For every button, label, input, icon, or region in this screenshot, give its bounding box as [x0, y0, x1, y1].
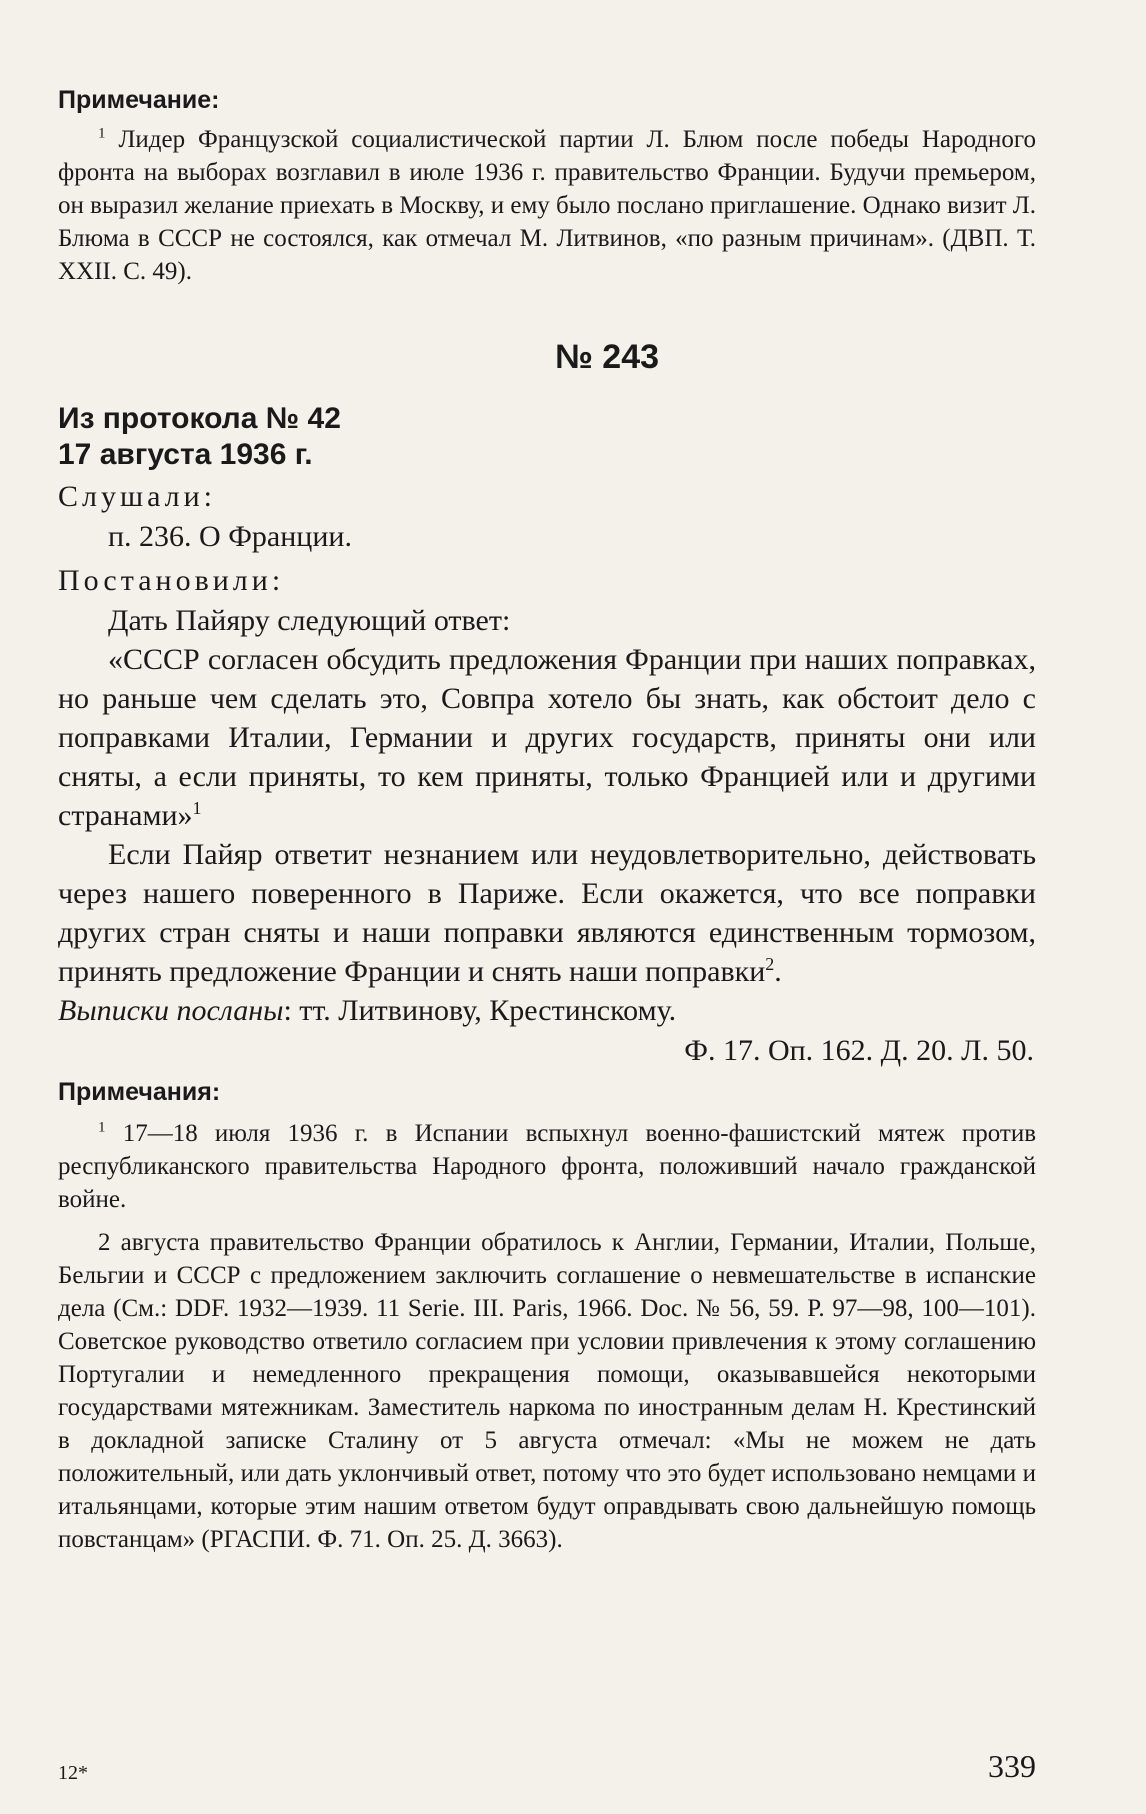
resolution-quote-text: «СССР согласен обсудить предложения Франции при наших поправках, но раньше чем сделать это, Совпра хотело бы знать, как обстоит дело с поправками Италии, Германии и других государств, приняты они или сняты, а если приняты, то кем приняты, только Францией или и другими странами» — [58, 643, 1036, 832]
extracts-line — [58, 991, 1036, 1030]
note-text — [58, 123, 1036, 288]
heard-label: Слушали: — [58, 480, 217, 513]
resolved-label: Постановили: — [58, 564, 285, 597]
source-reference: Ф. 17. Оп. 162. Д. 20. Л. 50. — [684, 1034, 1034, 1067]
footnote-mark: 2 — [765, 954, 775, 974]
resolution-quote — [58, 640, 1036, 835]
heard-item: п. 236. О Франции. — [108, 520, 352, 553]
footnote-mark: 1 — [98, 125, 106, 142]
resolution-continuation — [58, 835, 1036, 991]
footnote-mark: 1 — [98, 1119, 106, 1136]
extracts-text: : тт. Литвинову, Крестинскому. — [283, 994, 677, 1027]
notes-item-2: 2 августа правительство Франции обратилось к Англии, Германии, Италии, Польше, Бельгии и СССР с предложением заключить соглашение о невмешательстве в испанские дела (См.: DDF. 1932—1939. 11 Serie. III. Paris, 1966. Doc. № 56, 59. P. 97—98, 100—101). Советское руководство ответило согласием при условии привлечения к этому соглашению Португалии и немедленного прекращения помощи, оказывавшейся некоторыми государствами мятежникам. Заместитель наркома по иностранным делам Н. Крестинский в докладной записке Сталину от 5 августа отмечал: «Мы не можем не дать положительный, или дать уклончивый ответ, потому что это будет использовано немцами и итальянцами, которые этим нашим ответом будут оправдывать свою дальнейшую помощь повстанцам» (РГАСПИ. Ф. 71. Оп. 25. Д. 3663). — [58, 1229, 1036, 1553]
notes-heading: Примечания: — [58, 1078, 221, 1106]
note-heading: Примечание: — [58, 86, 220, 114]
protocol-date: 17 августа 1936 г. — [58, 438, 313, 471]
footnote-mark: 1 — [192, 798, 202, 818]
resolution-cont-end: . — [774, 955, 782, 988]
note-body: Лидер Французской социалистической партии Л. Блюм после победы Народного фронта на выборах возглавил в июле 1936 г. правительство Франции. Будучи премьером, он выразил желание приехать в Москву, и ему было послано приглашение. Однако визит Л. Блюма в СССР не состоялся, как отмечал М. Литвинов, «по разным причинам». (ДВП. Т. XXII. С. 49). — [58, 126, 1037, 285]
extracts-label: Выписки посланы — [58, 994, 284, 1027]
resolution-cont-text: Если Пайяр ответит незнанием или неудовлетворительно, действовать через нашего поверенного в Париже. Если окажется, что все поправки других стран сняты и наши поправки являются единственным тормозом, принять предложение Франции и снять наши поправки — [58, 838, 1036, 988]
signature-mark: 12* — [58, 1762, 88, 1784]
resolution-intro: Дать Пайяру следующий ответ: — [108, 604, 511, 637]
protocol-title: Из протокола № 42 — [58, 402, 341, 435]
notes-item-1 — [58, 1117, 1036, 1216]
document-number: № 243 — [554, 338, 660, 376]
notes-item-1-text: 17—18 июля 1936 г. в Испании вспыхнул военно-фашистский мятеж против республиканского правительства Народного фронта, положивший начало гражданской войне. — [58, 1120, 1037, 1213]
page-number: 339 — [988, 1748, 1036, 1784]
